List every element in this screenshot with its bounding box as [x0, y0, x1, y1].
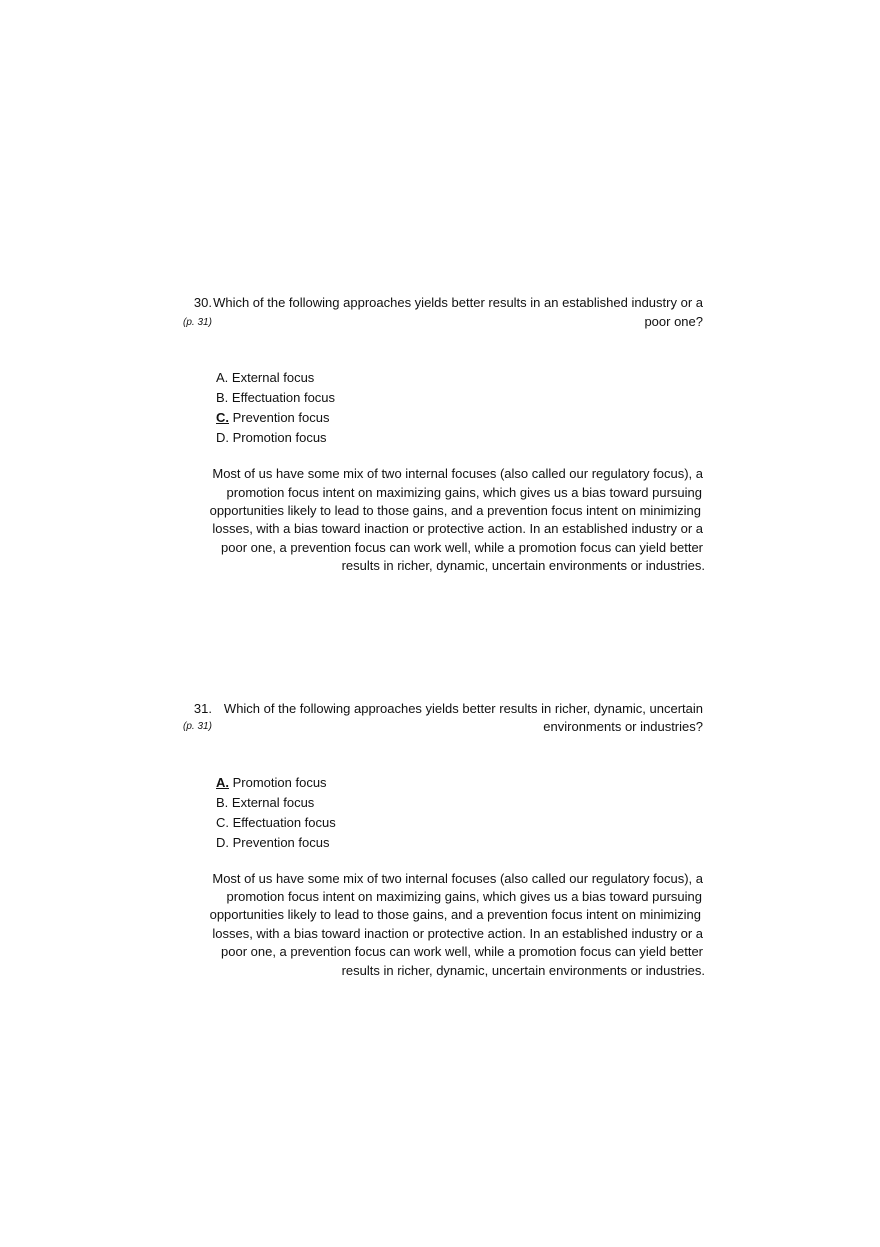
- page-reference: (p. 31): [183, 317, 212, 328]
- option-letter: C.: [216, 815, 229, 830]
- option-d: [216, 430, 327, 446]
- explanation-line: promotion focus intent on maximizing gains, which gives us a bias toward pursuing: [226, 889, 702, 904]
- option-a: [216, 370, 314, 386]
- explanation-line: poor one, a prevention focus can work well, while a promotion focus can yield better: [221, 540, 703, 555]
- option-text: Promotion focus: [232, 430, 327, 445]
- option-letter: B.: [216, 795, 229, 810]
- page-reference: (p. 31): [183, 721, 212, 732]
- question-number: 30.: [193, 295, 212, 310]
- option-d: [216, 835, 329, 851]
- explanation-line: Most of us have some mix of two internal focuses (also called our regulatory focus), a: [212, 871, 703, 886]
- option-letter: D.: [216, 835, 229, 850]
- question-text-line: environments or industries?: [543, 719, 703, 734]
- option-c: [216, 815, 336, 831]
- question-text-line: Which of the following approaches yields better results in richer, dynamic, uncertain: [223, 701, 703, 716]
- explanation-line: opportunities likely to lead to those gains, and a prevention focus intent on minimizing: [209, 503, 701, 518]
- option-b: [216, 390, 335, 406]
- option-letter: A.: [216, 370, 229, 385]
- option-b: [216, 795, 314, 811]
- option-a-correct: [216, 775, 327, 791]
- explanation-line: losses, with a bias toward inaction or protective action. In an established industry or a: [212, 926, 703, 941]
- option-c-correct: [216, 410, 329, 426]
- option-text: External focus: [231, 795, 315, 810]
- option-letter: B.: [216, 390, 229, 405]
- explanation-line: results in richer, dynamic, uncertain environments or industries.: [341, 558, 705, 573]
- question-number: 31.: [193, 701, 212, 716]
- correct-option-letter: C.: [216, 410, 229, 425]
- question-text-line: poor one?: [644, 314, 703, 329]
- explanation-line: losses, with a bias toward inaction or protective action. In an established industry or a: [212, 521, 703, 536]
- explanation-line: Most of us have some mix of two internal focuses (also called our regulatory focus), a: [212, 466, 703, 481]
- question-text-line: Which of the following approaches yields better results in an established industry or a: [213, 295, 703, 310]
- option-letter: D.: [216, 430, 229, 445]
- option-text: Effectuation focus: [232, 815, 336, 830]
- explanation-line: opportunities likely to lead to those gains, and a prevention focus intent on minimizing: [209, 907, 701, 922]
- explanation-line: poor one, a prevention focus can work well, while a promotion focus can yield better: [221, 944, 703, 959]
- option-text: Prevention focus: [232, 410, 330, 425]
- option-text: Promotion focus: [232, 775, 327, 790]
- explanation-line: results in richer, dynamic, uncertain environments or industries.: [341, 963, 705, 978]
- correct-option-letter: A.: [216, 775, 229, 790]
- option-text: Effectuation focus: [231, 390, 336, 405]
- option-text: External focus: [231, 370, 315, 385]
- explanation-line: promotion focus intent on maximizing gains, which gives us a bias toward pursuing: [226, 485, 702, 500]
- option-text: Prevention focus: [232, 835, 330, 850]
